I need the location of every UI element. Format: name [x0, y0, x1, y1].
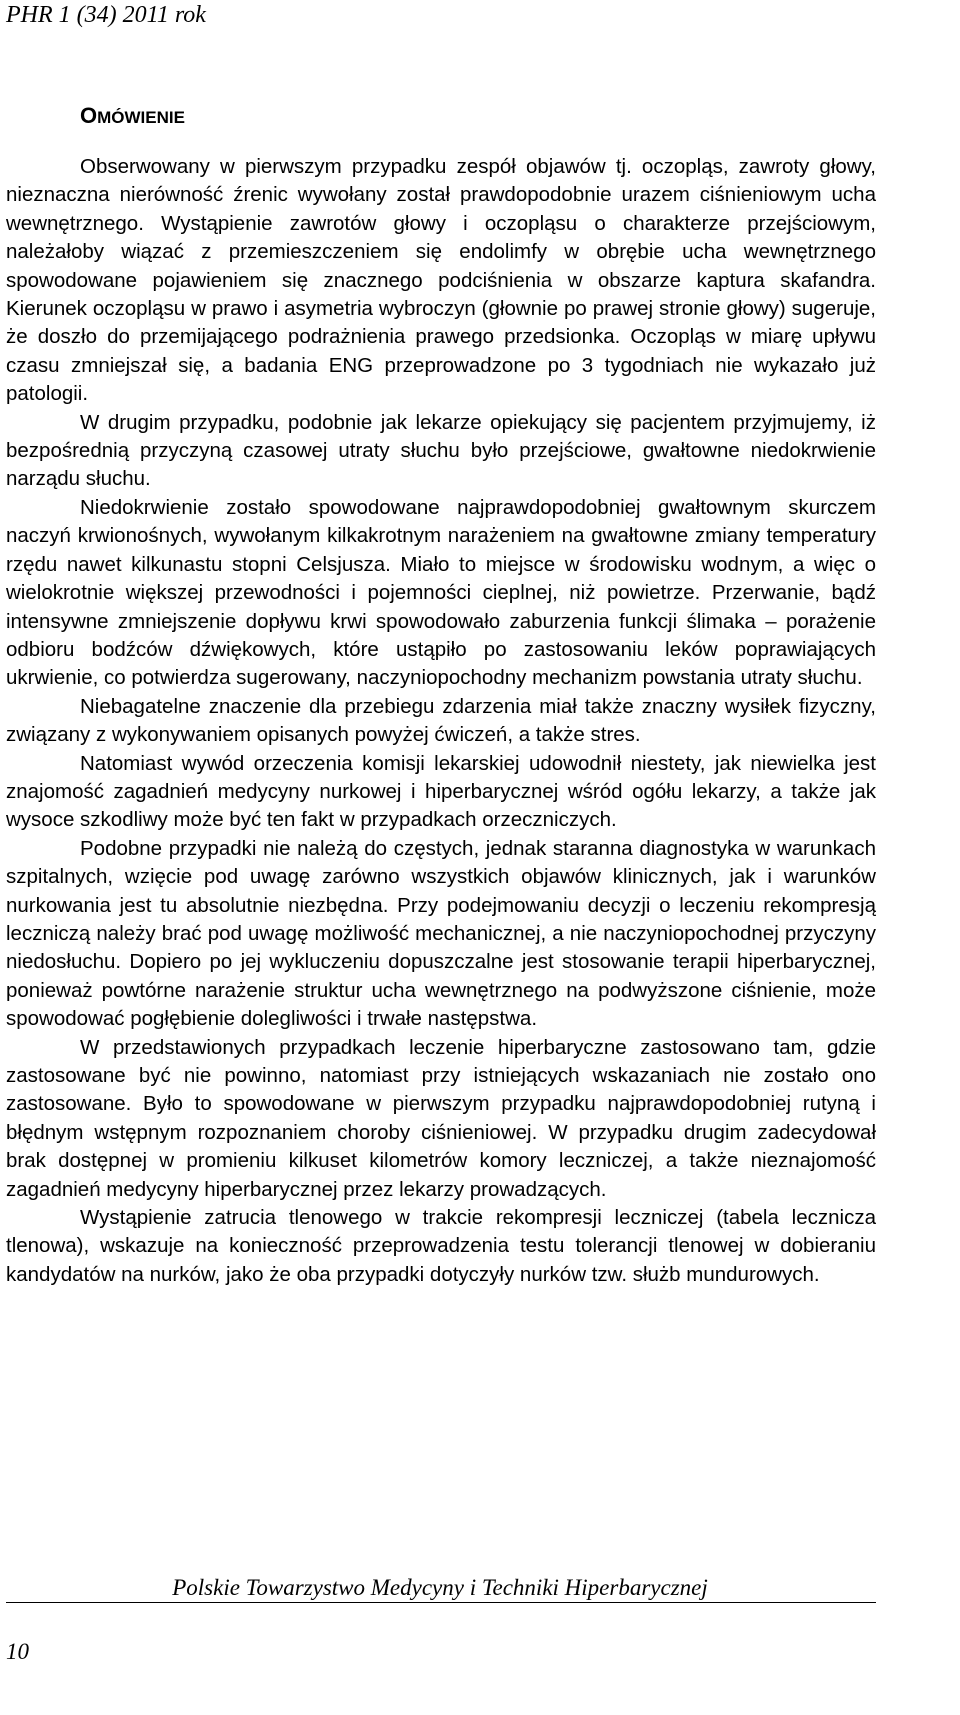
paragraph: Niedokrwienie zostało spowodowane najprawdopodobniej gwałtownym skurczem naczyń krwionośnych, wywołanym kilkakrotnym narażeniem na gwałtowne zmiany temperatury rzędu nawet kilkunastu stopni Celsjusza. Miało to miejsce w środowisku wodnym, a więc o wielokrotnie większej przewodności i pojemności cieplnej, niż powietrze. Przerwanie, bądź intensywne zmniejszenie dopływu krwi spowodowało zaburzenia funkcji ślimaka – porażenie odbioru bodźców dźwiękowych, które ustąpiło po zastosowaniu leków poprawiających ukrwienie, co potwierdza sugerowany, naczyniopochodny mechanizm powstania utraty słuchu. [6, 495, 876, 690]
paragraph: Natomiast wywód orzeczenia komisji lekarskiej udowodnił niestety, jak niewielka jest znajomość zagadnień medycyny nurkowej i hiperbarycznej wśród ogółu lekarzy, a także jak wysoce szkodliwy może być ten fakt w przypadkach orzeczniczych. [6, 751, 876, 832]
footer-divider [6, 1602, 876, 1603]
paragraph: W przedstawionych przypadkach leczenie hiperbaryczne zastosowano tam, gdzie zastosowane być nie powinno, natomiast przy istniejących wskazaniach nie zostało ono zastosowane. Było to spowodowane w pierwszym przypadku najprawdopodobniej rutyną i błędnym wstępnym rozpoznaniem choroby ciśnieniowej. W przypadku drugim zadecydował brak dostępnej w promieniu kilkuset kilometrów komory leczniczej, a także nieznajomość zagadnień medycyny hiperbarycznej przez lekarzy prowadzących. [6, 1035, 876, 1201]
article-body [6, 153, 876, 1289]
paragraph: W drugim przypadku, podobnie jak lekarze opiekujący się pacjentem przyjmujemy, iż bezpośrednią przyczyną czasowej utraty słuchu było przejściowe, gwałtowne niedokrwienie narządu słuchu. [6, 410, 876, 491]
paragraph: Niebagatelne znaczenie dla przebiegu zdarzenia miał także znaczny wysiłek fizyczny, związany z wykonywaniem opisanych powyżej ćwiczeń, a także stres. [6, 694, 876, 747]
paragraph: Podobne przypadki nie należą do częstych, jednak staranna diagnostyka w warunkach szpitalnych, wzięcie pod uwagę zarówno wszystkich objawów klinicznych, jak i warunków nurkowania jest tu absolutnie niezbędna. Przy podejmowaniu decyzji o leczeniu rekompresją leczniczą należy brać pod uwagę możliwość mechanicznej, a nie naczyniopochodnej przyczyny niedosłuchu. Dopiero po jej wykluczeniu dopuszczalne jest stosowanie terapii hiperbarycznej, ponieważ powtórne narażenie struktur ucha wewnętrznego na podwyższone ciśnienie, może spowodować pogłębienie dolegliwości i trwałe następstwa. [6, 836, 876, 1031]
page-number: 10 [6, 1639, 29, 1664]
running-header: PHR 1 (34) 2011 rok [6, 2, 206, 28]
section-title-initial: O [80, 103, 98, 128]
section-title [80, 104, 185, 130]
section-title-rest: MÓWIENIE [97, 108, 185, 127]
footer-journal-name: Polskie Towarzystwo Medycyny i Techniki Hiperbarycznej [172, 1575, 708, 1600]
paragraph: Wystąpienie zatrucia tlenowego w trakcie rekompresji leczniczej (tabela lecznicza tlenowa), wskazuje na konieczność przeprowadzenia testu tolerancji tlenowej w dobieraniu kandydatów na nurków, jako że oba przypadki dotyczyły nurków tzw. służb mundurowych. [6, 1206, 876, 1286]
paragraph: Obserwowany w pierwszym przypadku zespół objawów tj. oczopląs, zawroty głowy, nieznaczna nierówność źrenic wywołany został prawdopodobnie urazem ciśnieniowym ucha wewnętrznego. Wystąpienie zawrotów głowy i oczopląsu o charakterze przejściowym, należałoby wiązać z przemieszczeniem się endolimfy w obrębie ucha wewnętrznego spowodowane pojawieniem się znacznego podciśnienia w obszarze kaptura skafandra. Kierunek oczopląsu w prawo i asymetria wybroczyn (głownie po prawej stronie głowy) sugeruje, że doszło do przemijającego podrażnienia prawego przedsionka. Oczopląs w miarę upływu czasu zmniejszał się, a badania ENG przeprowadzone po 3 tygodniach nie wykazało już patologii. [6, 155, 876, 406]
